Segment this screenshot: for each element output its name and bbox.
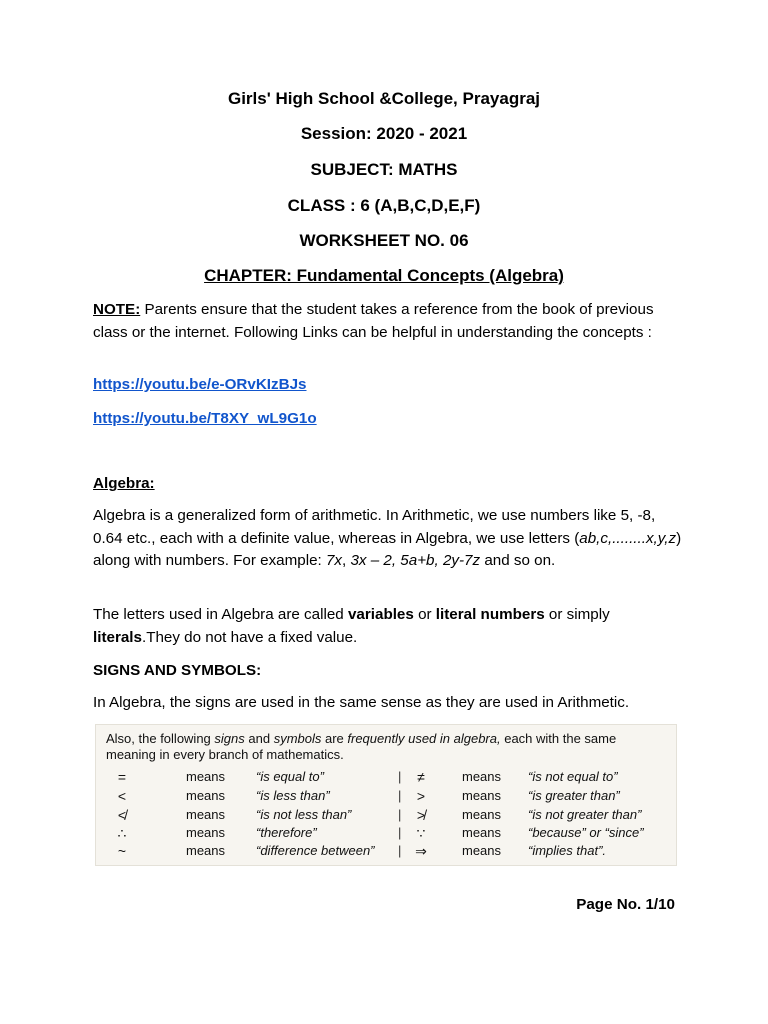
symbol-meaning: “therefore” <box>256 825 317 840</box>
symbol-row <box>96 769 676 787</box>
algebra-example: 7x <box>325 552 343 569</box>
term-literal-numbers: literal numbers <box>435 606 545 623</box>
means-label: means <box>186 843 226 858</box>
class-info: CLASS : 6 (A,B,C,D,E,F) <box>287 196 481 215</box>
symbol-meaning: “is less than” <box>256 788 330 803</box>
variables-paragraph <box>93 604 683 649</box>
intro-text: and <box>244 731 274 746</box>
means-label: means <box>186 769 226 784</box>
term-variables: variables <box>347 606 414 623</box>
symbol-meaning: “is not greater than” <box>528 807 642 822</box>
symbol: ⇒ <box>415 843 427 859</box>
column-divider: | <box>398 769 402 784</box>
video-link-1[interactable]: https://youtu.be/e-ORvKIzBJs <box>93 376 307 393</box>
algebra-text: Algebra is a generalized form of arithmetic. In Arithmetic, we use numbers like 5, -8, 0.64 etc., each with a definite value, whereas in Algebra, we use letters ( <box>93 507 656 547</box>
symbol-row <box>96 825 676 843</box>
symbol: ≠ <box>417 769 425 785</box>
algebra-text: and so on. <box>480 552 556 569</box>
column-divider: | <box>398 843 402 858</box>
algebra-heading: Algebra: <box>93 475 155 492</box>
intro-text: signs <box>214 731 245 746</box>
intro-text: frequently used in algebra, <box>347 731 501 746</box>
page-number: Page No. 1/10 <box>576 896 675 913</box>
session: Session: 2020 - 2021 <box>300 124 468 143</box>
variables-text: The letters used in Algebra are called <box>93 606 348 623</box>
symbol-meaning: “is not equal to” <box>528 769 618 784</box>
video-link-2[interactable]: https://youtu.be/T8XY_wL9G1o <box>93 410 317 427</box>
symbol-meaning: “because” or “since” <box>528 825 644 840</box>
algebra-text: ) along with numbers. For example: <box>93 529 682 569</box>
means-label: means <box>186 825 226 840</box>
means-label: means <box>462 769 502 784</box>
means-label: means <box>186 807 226 822</box>
variables-text: .They do not have a fixed value. <box>141 628 358 646</box>
signs-heading: SIGNS AND SYMBOLS: <box>93 662 262 679</box>
chapter-title: CHAPTER: Fundamental Concepts (Algebra) <box>204 266 564 285</box>
symbols-table-image <box>95 724 677 866</box>
symbol: ≯ <box>416 807 426 823</box>
variables-text: or <box>413 606 436 623</box>
symbol-row <box>96 843 676 861</box>
symbols-intro <box>106 731 668 763</box>
algebra-letters: ab,c,........x,y,z <box>579 529 677 547</box>
symbol: ∵ <box>416 825 426 841</box>
column-divider: | <box>398 807 402 822</box>
symbol-meaning: “is not less than” <box>256 807 352 822</box>
intro-text: symbols <box>273 731 322 746</box>
intro-text: Also, the following <box>106 731 215 746</box>
note-paragraph <box>93 299 683 344</box>
subject: SUBJECT: MATHS <box>310 160 458 179</box>
intro-text: each with the same meaning in every branch of mathematics. <box>106 731 617 762</box>
intro-text: are <box>321 731 348 746</box>
variables-text: or simply <box>544 606 610 623</box>
algebra-text: , <box>342 552 351 569</box>
symbol: ∴ <box>117 825 127 841</box>
worksheet-number: WORKSHEET NO. 06 <box>299 231 469 250</box>
means-label: means <box>462 843 502 858</box>
column-divider: | <box>398 825 402 840</box>
term-literals: literals <box>93 628 142 646</box>
symbol: = <box>117 769 127 785</box>
school-name: Girls' High School &College, Prayagraj <box>227 89 540 108</box>
means-label: means <box>462 807 502 822</box>
note-text: Parents ensure that the student takes a reference from the book of previous class or the internet. Following Links can be helpful in understanding the concepts : <box>93 301 654 341</box>
note-label: NOTE: <box>93 301 141 318</box>
symbol: ≮ <box>117 807 127 823</box>
symbol-meaning: “is equal to” <box>256 769 324 784</box>
symbol-meaning: “is greater than” <box>528 788 620 803</box>
means-label: means <box>462 825 502 840</box>
signs-text: In Algebra, the signs are used in the same sense as they are used in Arithmetic. <box>93 694 630 711</box>
algebra-example: 3x – 2, 5a+b, 2y-7z <box>350 552 481 569</box>
symbol-meaning: “difference between” <box>256 843 375 858</box>
algebra-definition <box>93 505 683 573</box>
symbol-meaning: “implies that”. <box>528 843 607 858</box>
symbol: ~ <box>117 843 127 859</box>
symbol: < <box>117 788 127 804</box>
means-label: means <box>186 788 226 803</box>
means-label: means <box>462 788 502 803</box>
column-divider: | <box>398 788 402 803</box>
symbol-row <box>96 788 676 806</box>
symbol-row <box>96 807 676 825</box>
symbol: > <box>416 788 426 804</box>
